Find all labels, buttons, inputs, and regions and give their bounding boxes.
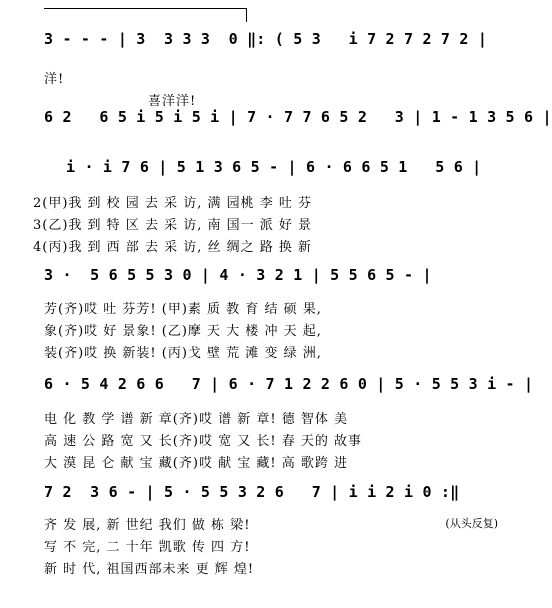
- lyric-line: 象(齐)哎 好 景象! (乙)摩 天 大 楼 冲 天 起,: [44, 324, 322, 339]
- lyric-line: 装(齐)哎 换 新装! (丙)戈 壁 荒 滩 变 绿 洲,: [44, 346, 322, 361]
- lyric-line: 电 化 教 学 谱 新 章(齐)哎 谱 新 章! 德 智体 美: [44, 412, 348, 427]
- notation-line: 7 2 3 6 - | 5 · 5 5 3 2 6 7 | i i 2 i 0 :‖: [44, 483, 460, 501]
- notation-line: 6 · 5 4 2 6 6 7 | 6 · 7 1 2 2 6 0 | 5 · 5 5 3 i - |: [44, 375, 534, 393]
- lyric-line: 新 时 代, 祖国西部未来 更 辉 煌!: [44, 562, 255, 577]
- lyric-line: 洋!: [44, 72, 65, 87]
- lyric-line: 3(乙)我 到 特 区 去 采 访, 南 国一 派 好 景: [33, 218, 313, 233]
- lyric-line: 4(丙)我 到 西 部 去 采 访, 丝 绸之 路 换 新: [33, 240, 313, 255]
- notation-line: i · i 7 6 | 5 1 3 6 5 - | 6 · 6 6 5 1 5 6 |: [66, 158, 482, 176]
- lyric-line: 高 速 公 路 宽 又 长(齐)哎 宽 又 长! 春 天的 故事: [44, 434, 362, 449]
- volta-bracket-tick: [246, 8, 247, 22]
- lyric-line: 齐 发 展, 新 世纪 我们 做 栋 梁!: [44, 518, 251, 533]
- lyric-line: 芳(齐)哎 吐 芬芳! (甲)素 质 教 育 结 硕 果,: [44, 302, 322, 317]
- volta-bracket-line: [44, 8, 246, 9]
- lyric-line: 大 漠 昆 仑 献 宝 藏(齐)哎 献 宝 藏! 高 歌跨 进: [44, 456, 348, 471]
- notation-line: 3 · 5 6 5 5 3 0 | 4 · 3 2 1 | 5 5 6 5 - |: [44, 266, 432, 284]
- lyric-line: 喜洋洋!: [148, 94, 197, 109]
- repeat-instruction: (从头反复): [445, 517, 498, 530]
- lyric-line: 写 不 完, 二 十年 凯歌 传 四 方!: [44, 540, 251, 555]
- notation-line: 6 2 6 5 i 5 i 5 i | 7 · 7 7 6 5 2 3 | 1 - 1 3 5 6 |: [44, 108, 552, 126]
- lyric-line: 2(甲)我 到 校 园 去 采 访, 满 园桃 李 吐 芬: [33, 196, 313, 211]
- notation-line: 3 - - - | 3 3 3 3 0 ‖: ( 5 3 i 7 2 7 2 7 2 |: [44, 30, 488, 48]
